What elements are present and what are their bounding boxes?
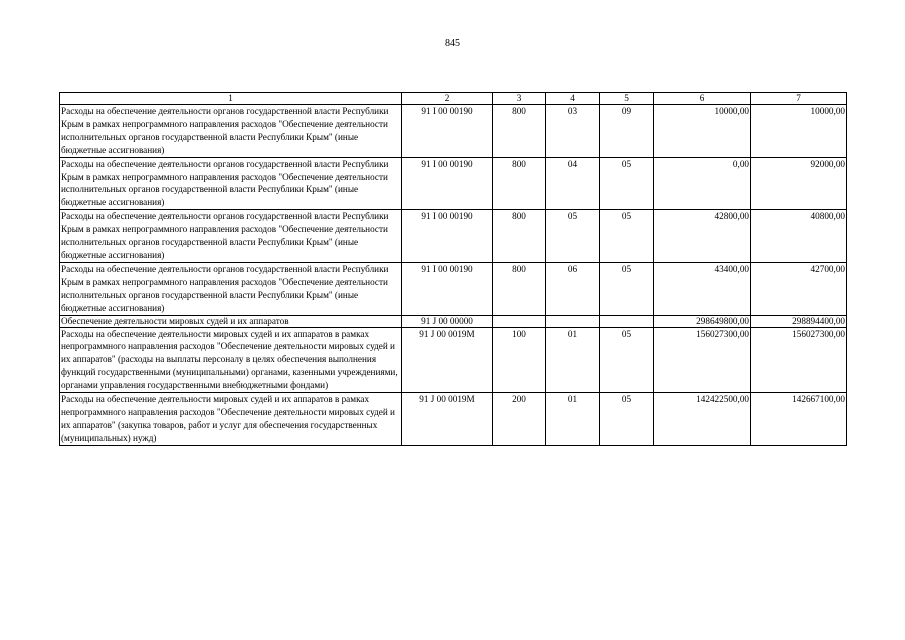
expense-type-cell: 800 [493,105,546,158]
table-row [60,210,847,263]
subsection-cell: 05 [600,262,654,315]
amount-cell: 42800,00 [654,210,751,263]
expense-type-cell [493,315,546,327]
code-cell: 91 J 00 0019M [402,327,493,393]
column-header-5: 5 [600,93,654,105]
amount-cell: 42700,00 [751,262,847,315]
table-row [60,315,847,327]
subsection-cell: 09 [600,105,654,158]
amount-cell: 156027300,00 [654,327,751,393]
section-cell [546,315,600,327]
expense-type-cell: 800 [493,262,546,315]
expense-type-cell: 800 [493,157,546,210]
section-cell: 04 [546,157,600,210]
column-header-3: 3 [493,93,546,105]
code-cell: 91 J 00 00000 [402,315,493,327]
subsection-cell [600,315,654,327]
column-header-6: 6 [654,93,751,105]
page-number: 845 [445,38,460,49]
code-cell: 91 I 00 00190 [402,105,493,158]
description-cell: Расходы на обеспечение деятельности органов государственной власти Республики Крым в рамках непрограммного направления расходов "Обеспечение деятельности исполнительных органов государственной власти Республики Крым" (иные бюджетные ассигнования) [60,210,402,263]
expense-type-cell: 800 [493,210,546,263]
table-row [60,157,847,210]
description-cell: Расходы на обеспечение деятельности мировых судей и их аппаратов в рамках непрограммного направления расходов "Обеспечение деятельности мировых судей и их аппаратов" (расходы на выплаты персоналу в целях обеспечения выполнения функций государственными (муниципальными) органами, казенными учреждениями, органами управления государственными внебюджетными фондами) [60,327,402,393]
code-cell: 91 J 00 0019M [402,393,493,446]
expense-type-cell: 200 [493,393,546,446]
subsection-cell: 05 [600,210,654,263]
description-cell: Расходы на обеспечение деятельности органов государственной власти Республики Крым в рамках непрограммного направления расходов "Обеспечение деятельности исполнительных органов государственной власти Республики Крым" (иные бюджетные ассигнования) [60,262,402,315]
amount-cell: 156027300,00 [751,327,847,393]
description-cell: Расходы на обеспечение деятельности органов государственной власти Республики Крым в рамках непрограммного направления расходов "Обеспечение деятельности исполнительных органов государственной власти Республики Крым" (иные бюджетные ассигнования) [60,105,402,158]
table-header-row [60,93,847,105]
column-header-2: 2 [402,93,493,105]
description-cell: Расходы на обеспечение деятельности мировых судей и их аппаратов в рамках непрограммного направления расходов "Обеспечение деятельности мировых судей и их аппаратов" (закупка товаров, работ и услуг для обеспечения государственных (муниципальных) нужд) [60,393,402,446]
amount-cell: 10000,00 [751,105,847,158]
table-row [60,327,847,393]
code-cell: 91 I 00 00190 [402,262,493,315]
section-cell: 03 [546,105,600,158]
table-row [60,393,847,446]
section-cell: 06 [546,262,600,315]
column-header-1: 1 [60,93,402,105]
subsection-cell: 05 [600,327,654,393]
subsection-cell: 05 [600,393,654,446]
section-cell: 01 [546,393,600,446]
amount-cell: 10000,00 [654,105,751,158]
amount-cell: 298894400,00 [751,315,847,327]
amount-cell: 92000,00 [751,157,847,210]
column-header-7: 7 [751,93,847,105]
amount-cell: 142667100,00 [751,393,847,446]
description-cell: Расходы на обеспечение деятельности органов государственной власти Республики Крым в рамках непрограммного направления расходов "Обеспечение деятельности исполнительных органов государственной власти Республики Крым" (иные бюджетные ассигнования) [60,157,402,210]
section-cell: 01 [546,327,600,393]
table-row [60,262,847,315]
table-row [60,105,847,158]
code-cell: 91 I 00 00190 [402,157,493,210]
column-header-4: 4 [546,93,600,105]
code-cell: 91 I 00 00190 [402,210,493,263]
amount-cell: 40800,00 [751,210,847,263]
section-cell: 05 [546,210,600,263]
budget-table [59,92,847,446]
amount-cell: 298649800,00 [654,315,751,327]
description-cell: Обеспечение деятельности мировых судей и их аппаратов [60,315,402,327]
subsection-cell: 05 [600,157,654,210]
amount-cell: 43400,00 [654,262,751,315]
amount-cell: 142422500,00 [654,393,751,446]
amount-cell: 0,00 [654,157,751,210]
expense-type-cell: 100 [493,327,546,393]
